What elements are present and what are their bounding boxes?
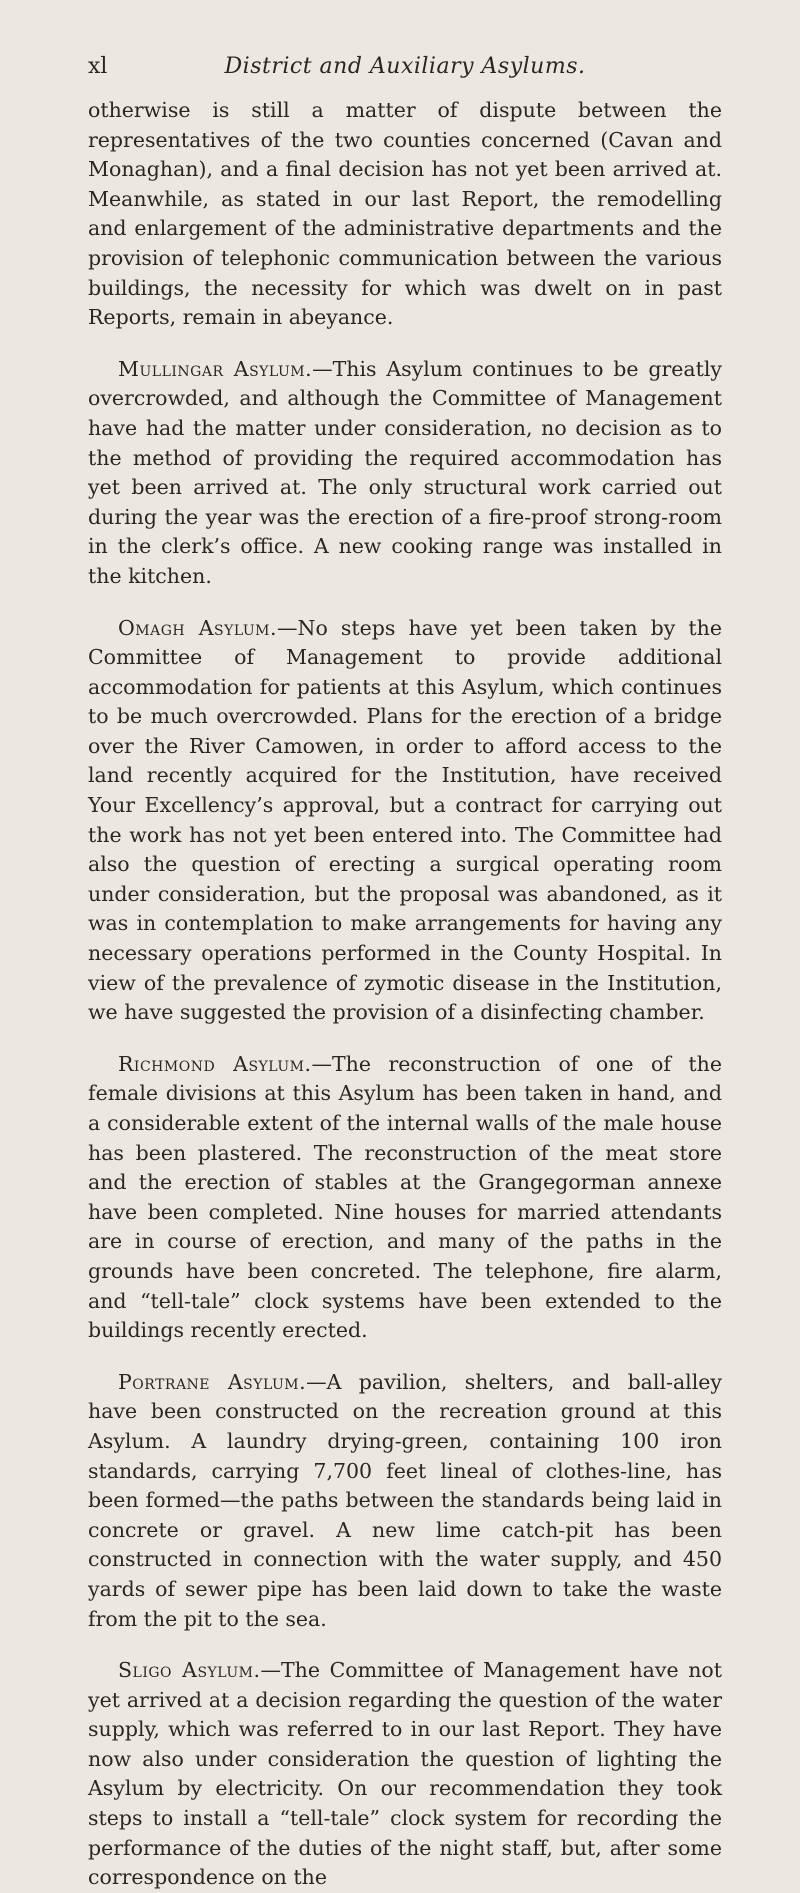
- richmond-paragraph: [88, 1050, 722, 1346]
- mullingar-text: —This Asylum continues to be greatly overcrowded, and although the Committee of Management have had the matter under consideration, no decision as to the method of providing the required accommodation has yet been arrived at. The only structural work carried out during the year was the erection of a fire-proof strong-room in the clerk’s office. A new cooking range was installed in the kitchen.: [88, 356, 722, 588]
- mullingar-paragraph: [88, 355, 722, 592]
- sligo-heading: Sligo Asylum.: [118, 1658, 261, 1683]
- mullingar-heading: Mullingar Asylum.: [118, 356, 313, 381]
- portrane-text: —A pavilion, shelters, and ball-alley have been constructed on the recreation ground at this Asylum. A laundry drying-green, containing 100 iron standards, carrying 7,700 feet lineal of clothes-line, has been formed—the paths between the standards being laid in concrete or gravel. A new lime catch-pit has been constructed in connection with the water supply, and 450 yards of sewer pipe has been laid down to take the waste from the pit to the sea.: [88, 1369, 722, 1631]
- richmond-heading: Richmond Asylum.: [118, 1051, 312, 1076]
- sligo-text: —The Committee of Management have not yet arrived at a decision regarding the question of the water supply, which was referred to in our last Report. They have now also under consideration the question of lighting the Asylum by electricity. On our recommendation they took steps to install a “tell-tale” clock system for recording the performance of the duties of the night staff, but, after some correspondence on the: [88, 1658, 722, 1890]
- intro-text: otherwise is still a matter of dispute between the representatives of the two counties concerned (Cavan and Monaghan), and a final decision has not yet been arrived at. Meanwhile, as stated in our last Report, the remodelling and enlargement of the administrative departments and the provision of telephonic communication between the various buildings, the necessity for which was dwelt on in past Reports, remain in abeyance.: [88, 98, 722, 330]
- intro-paragraph: [88, 96, 722, 333]
- running-title: District and Auxiliary Asylums.: [224, 54, 586, 79]
- running-head: [88, 54, 722, 84]
- omagh-text: —No steps have yet been taken by the Committee of Management to provide additional accommodation for patients at this Asylum, which continues to be much overcrowded. Plans for the erection of a bridge over the River Camowen, in order to afford access to the land recently acquired for the Institution, have received Your Excellency’s approval, but a contract for carrying out the work has not yet been entered into. The Committee had also the question of erecting a surgical operating room under consideration, but the proposal was abandoned, as it was in contemplation to make arrangements for having any necessary operations performed in the County Hospital. In view of the prevalence of zymotic disease in the Institution, we have suggested the provision of a disinfecting chamber.: [88, 615, 722, 1025]
- sligo-paragraph: [88, 1656, 722, 1893]
- portrane-heading: Portrane Asylum.: [118, 1369, 307, 1394]
- omagh-heading: Omagh Asylum.: [118, 615, 278, 640]
- omagh-paragraph: [88, 614, 722, 1028]
- portrane-paragraph: [88, 1368, 722, 1634]
- page-number: xl: [88, 54, 108, 79]
- richmond-text: —The reconstruction of one of the female divisions at this Asylum has been taken in hand, and a considerable extent of the internal walls of the male house has been plastered. The reconstruction of the meat store and the erection of stables at the Grangegorman annexe have been completed. Nine houses for married attendants are in course of erection, and many of the paths in the grounds have been concreted. The telephone, fire alarm, and “tell-tale” clock systems have been extended to the buildings recently erected.: [88, 1051, 722, 1343]
